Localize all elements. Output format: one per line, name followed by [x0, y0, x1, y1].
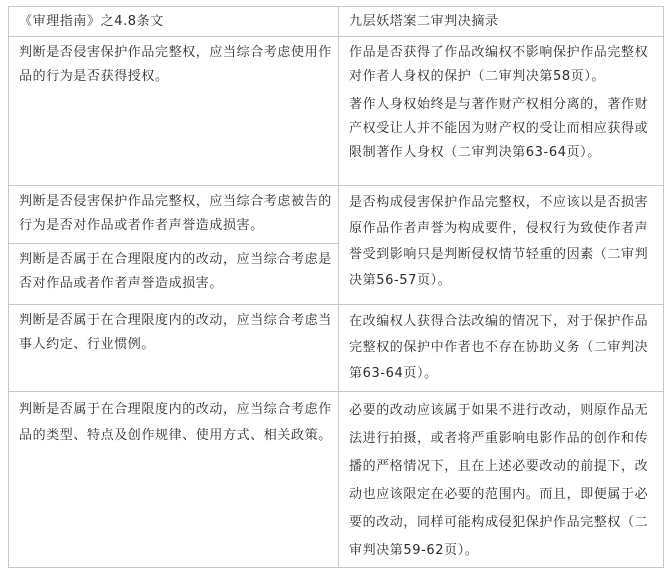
row-2-left-a-text: 判断是否侵害保护作品完整权，应当综合考虑被告的行为是否对作品或者作者声誉造成损害。 [19, 194, 332, 233]
comparison-table [8, 6, 664, 568]
row-1-left [9, 41, 338, 181]
row-divider [9, 391, 663, 392]
row-2-right [339, 190, 664, 302]
header-left [9, 10, 338, 36]
row-divider [9, 243, 338, 244]
row-4-left [9, 397, 338, 487]
row-3-left [9, 309, 338, 389]
row-divider [9, 185, 663, 186]
row-4-right-text: 必要的改动应该属于如果不进行改动，则原作品无法进行拍摄，或者将严重影响电影作品的创作和传播的严格情况下，且在上述必要改动的前提下，改动也应该限定在必要的范围内。而且，即便属于必要的改动，同样可能构成侵犯保护作品完整权（二审判决第59-62页）。 [349, 403, 649, 558]
row-3-left-text: 判断是否属于在合理限度内的改动，应当综合考虑当事人约定、行业惯例。 [19, 313, 332, 352]
row-3-right-text: 在改编权人获得合法改编的情况下，对于保护作品完整权的保护中作者也不存在协助义务（二审判决第63-64页）。 [349, 314, 649, 381]
header-right-text: 九层妖塔案二审判决摘录 [349, 14, 499, 29]
header-right [339, 10, 664, 36]
row-4-left-text: 判断是否属于在合理限度内的改动，应当综合考虑作品的类型、特点及创作规律、使用方式、相关政策。 [19, 402, 332, 443]
row-4-right [339, 397, 664, 567]
row-divider [9, 304, 663, 305]
row-1-right-para-1: 作品是否获得了作品改编权不影响保护作品完整权对作者人身权的保护（二审判决第58页）。 [349, 45, 649, 84]
row-2-left-b-text: 判断是否属于在合理限度内的改动，应当综合考虑是否对作品或者作者声誉造成损害。 [19, 252, 332, 291]
row-3-right [339, 309, 664, 389]
row-divider [9, 36, 663, 37]
header-left-text: 《审理指南》之4.8条文 [19, 14, 164, 29]
row-2-right-text: 是否构成侵害保护作品完整权，不应该以是否损害原作品作者声誉为构成要件，侵权行为致使作者声誉受到影响只是判断侵权情节轻重的因素（二审判决第56-57页）。 [349, 195, 649, 288]
row-2-left-b [9, 248, 338, 302]
row-1-right [339, 41, 664, 185]
row-1-right-para-2: 著作人身权始终是与著作财产权相分离的，著作财产权受让人并不能因为财产权的受让而相应获得或限制著作人身权（二审判决第63-64页）。 [349, 97, 649, 160]
row-1-left-text: 判断是否侵害保护作品完整权，应当综合考虑使用作品的行为是否获得授权。 [19, 45, 332, 84]
row-2-left-a [9, 190, 338, 242]
